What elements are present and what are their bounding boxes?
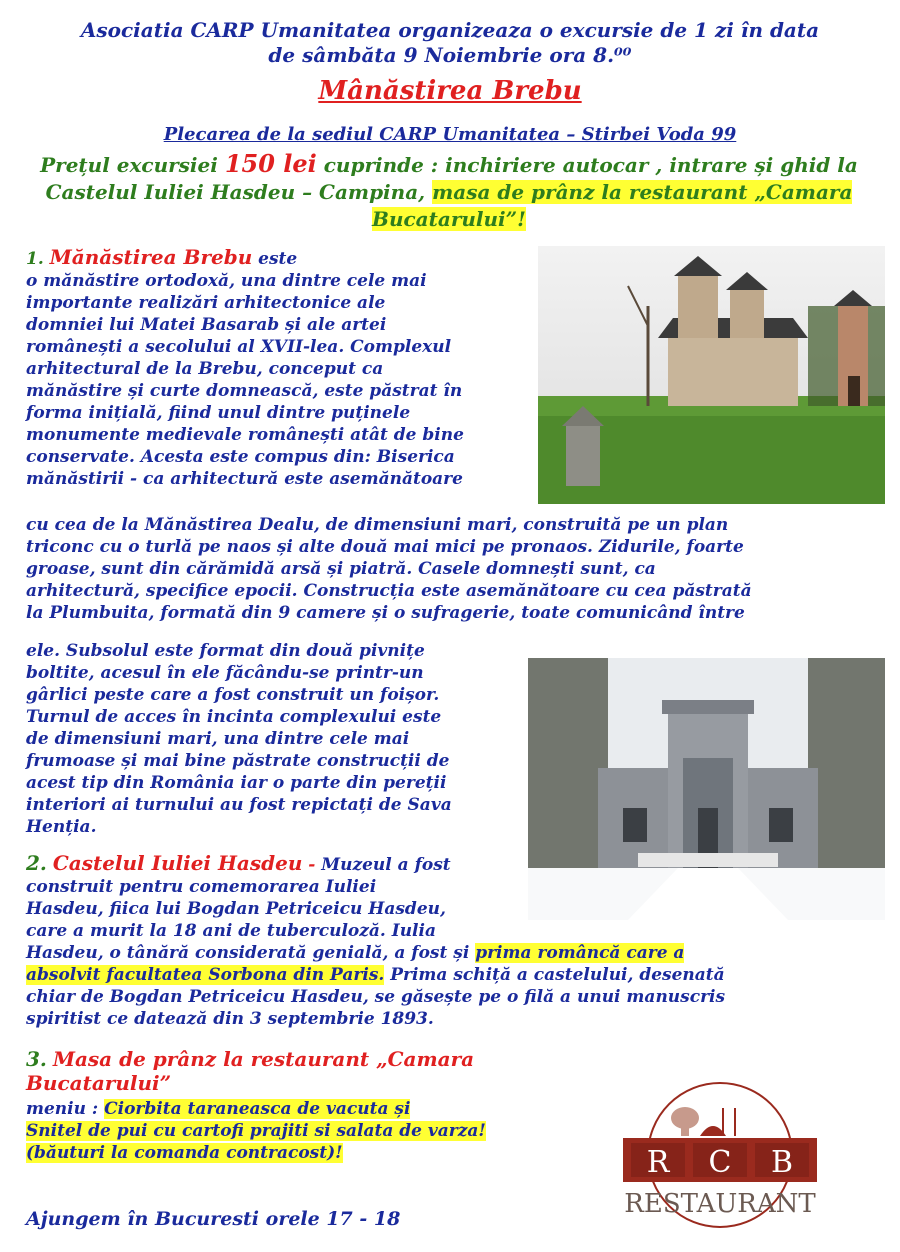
menu-line-2 bbox=[26, 1120, 486, 1142]
section3-name-2: Bucatarului” bbox=[26, 1071, 172, 1095]
section2-block bbox=[26, 852, 725, 1030]
section1-number: 1. bbox=[26, 249, 44, 269]
section1-lines bbox=[26, 270, 464, 490]
price-highlight: masa de prânz la restaurant „Camara Bucatarului”! bbox=[372, 180, 853, 231]
section1-narrow-line-4: Turnul de acces în incinta complexului este bbox=[26, 707, 442, 727]
section1-name: Mănăstirea Brebu bbox=[49, 245, 253, 269]
logo-letter-c: C bbox=[708, 1145, 732, 1180]
section1-narrow-line-8: interiori ai turnului au fost repictați de Sava bbox=[26, 795, 452, 815]
price-text-2: cuprinde : inchiriere autocar , intrare și ghid la Castelul Iuliei Hasdeu – Campina, bbox=[45, 153, 858, 204]
section2-first: Muzeul a fost bbox=[321, 855, 451, 875]
restaurant-logo bbox=[605, 1080, 835, 1230]
header-intro bbox=[0, 18, 900, 68]
section2-line-6 bbox=[26, 964, 725, 986]
section1-narrow-line-3: gârlici peste care a fost construit un foișor. bbox=[26, 685, 440, 705]
section2-line-8: spiritist ce datează din 3 septembrie 1893. bbox=[26, 1009, 434, 1029]
section3-block bbox=[26, 1048, 486, 1164]
section1-line-7: forma inițială, fiind unul dintre puținele bbox=[26, 403, 411, 423]
section1-line-8: monumente medievale românești atât de bine bbox=[26, 425, 464, 445]
section1-wide-line-2: triconc cu o turlă pe naos și alte două mai mici pe pronaos. Zidurile, foarte bbox=[26, 537, 744, 557]
menu-item-1: Ciorbita taraneasca de vacuta și bbox=[104, 1099, 411, 1119]
footer-return: Ajungem în Bucuresti orele 17 - 18 bbox=[26, 1208, 401, 1230]
section1-line-3: domniei lui Matei Basarab și ale artei bbox=[26, 315, 387, 335]
section1-line-10: mănăstirii - ca arhitectură este asemănătoare bbox=[26, 469, 463, 489]
section1-wide-line-1: cu cea de la Mănăstirea Dealu, de dimensiuni mari, construită pe un plan bbox=[26, 515, 729, 535]
section1-narrow-block bbox=[26, 246, 464, 490]
departure-info: Plecarea de la sediul CARP Umanitatea – Stirbei Voda 99 bbox=[163, 124, 737, 145]
section1-line-5: arhitectural de la Brebu, conceput ca bbox=[26, 359, 384, 379]
menu-item-3: (băuturi la comanda contracost)! bbox=[26, 1143, 343, 1163]
menu-item-2: Snitel de pui cu cartofi prajiti si salata de varza! bbox=[26, 1121, 486, 1141]
section1-narrow-line-5: de dimensiuni mari, una dintre cele mai bbox=[26, 729, 410, 749]
section1-narrow-line-2: boltite, acesul în ele făcându-se printr-un bbox=[26, 663, 424, 683]
section2-line-7: chiar de Bogdan Petriceicu Hasdeu, se găsește pe o filă a unui manuscris bbox=[26, 987, 726, 1007]
section3-name-1: Masa de prânz la restaurant „Camara bbox=[52, 1047, 475, 1071]
section3-heading bbox=[26, 1048, 486, 1072]
logo-letter-r: R bbox=[646, 1145, 670, 1180]
section1-after-name: este bbox=[252, 249, 298, 269]
page-title: Mânăstirea Brebu bbox=[318, 76, 582, 106]
section1-wide-block bbox=[26, 514, 752, 624]
logo-letter-b: B bbox=[770, 1145, 794, 1180]
section2-line-2: Hasdeu, fiica lui Bogdan Petriceicu Hasdeu, bbox=[26, 899, 446, 919]
section2-highlight-1: prima româncă care a bbox=[475, 943, 685, 963]
price-paragraph bbox=[24, 150, 874, 233]
section2-line-6b: Prima schiță a castelului, desenată bbox=[384, 965, 725, 985]
section2-line-1: construit pentru comemorarea Iuliei bbox=[26, 877, 377, 897]
section1-wide-line-3: groase, sunt din cărămidă arsă și piatră. Casele domnești sunt, ca bbox=[26, 559, 656, 579]
section2-lines bbox=[26, 876, 725, 942]
section1-wide-line-5: la Plumbuita, formată din 9 camere și o sufragerie, toate comunicând între bbox=[26, 603, 745, 623]
price-text-1: Prețul excursiei bbox=[40, 153, 225, 177]
section1-line-9: conservate. Acesta este compus din: Biserica bbox=[26, 447, 455, 467]
section2-number: 2. bbox=[26, 851, 47, 875]
section2-heading bbox=[26, 852, 725, 876]
section1-narrow-block-2 bbox=[26, 640, 452, 838]
section2-dash: - bbox=[302, 855, 322, 875]
price-amount: 150 lei bbox=[224, 149, 317, 178]
section1-wide-line-4: arhitectură, specifice epocii. Construcția este asemănătoare cu cea păstrată bbox=[26, 581, 752, 601]
rcb-logo-icon bbox=[605, 1080, 835, 1230]
section1-line-4: românești a secolului al XVII-lea. Complexul bbox=[26, 337, 452, 357]
section2-highlight-2: absolvit facultatea Sorbona din Paris. bbox=[26, 965, 385, 985]
section1-narrow-line-6: frumoase și mai bine păstrate construcții de bbox=[26, 751, 450, 771]
section3-number: 3. bbox=[26, 1047, 47, 1071]
section1-narrow-line-9: Henția. bbox=[26, 817, 97, 837]
section1-line-2: importante realizări arhitectonice ale bbox=[26, 293, 386, 313]
menu-line-1 bbox=[26, 1098, 486, 1120]
section2-line-5a: Hasdeu, o tânără considerată genială, a fost și bbox=[26, 943, 476, 963]
section1-narrow-line-7: acest tip din România iar o parte din pereții bbox=[26, 773, 447, 793]
section1-heading bbox=[26, 246, 464, 270]
logo-word: RESTAURANT bbox=[624, 1189, 816, 1219]
section2-line-5 bbox=[26, 942, 725, 964]
section1-narrow-line-1: ele. Subsolul este format din două pivnițe bbox=[26, 641, 425, 661]
section1-line-6: mănăstire și curte domnească, este păstrat în bbox=[26, 381, 463, 401]
section2-name: Castelul Iuliei Hasdeu bbox=[52, 851, 303, 875]
menu-line-3 bbox=[26, 1142, 486, 1164]
section1-line-1: o mănăstire ortodoxă, una dintre cele mai bbox=[26, 271, 427, 291]
header-line-2: de sâmbăta 9 Noiembrie ora 8.⁰⁰ bbox=[268, 43, 632, 67]
menu-label: meniu : bbox=[26, 1099, 105, 1119]
brebu-monastery-photo bbox=[538, 246, 885, 504]
brebu-monastery-image bbox=[538, 246, 885, 504]
section2-line-3: care a murit la 18 ani de tuberculoză. Iulia bbox=[26, 921, 436, 941]
header-line-1: Asociatia CARP Umanitatea organizeaza o excursie de 1 zi în data bbox=[80, 18, 820, 42]
